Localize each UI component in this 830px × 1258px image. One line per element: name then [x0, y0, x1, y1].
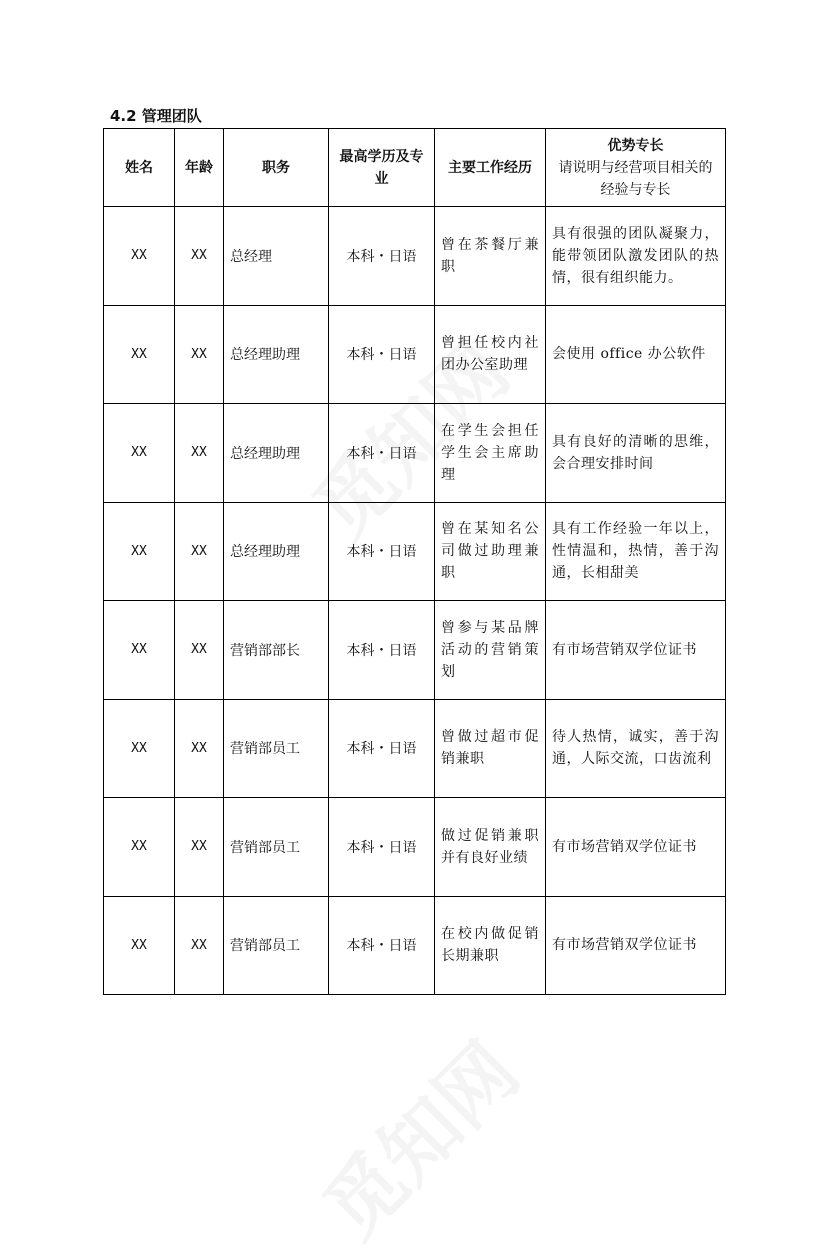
- cell-name: XX: [104, 404, 175, 503]
- cell-name: XX: [104, 601, 175, 700]
- watermark: [295, 1014, 540, 1258]
- table-row: [104, 699, 726, 798]
- table-row: [104, 601, 726, 700]
- header-advantage-sub: 请说明与经营项目相关的经验与专长: [558, 159, 713, 198]
- cell-advantage: 有市场营销双学位证书: [546, 896, 726, 995]
- cell-education: 本科・日语: [329, 699, 435, 798]
- cell-experience: 做过促销兼职并有良好业绩: [435, 798, 546, 897]
- cell-experience: 曾在某知名公司做过助理兼职: [435, 502, 546, 601]
- cell-position: 营销部员工: [224, 896, 329, 995]
- cell-advantage: 具有工作经验一年以上，性情温和，热情，善于沟通，长相甜美: [546, 502, 726, 601]
- cell-position: 营销部员工: [224, 699, 329, 798]
- cell-advantage: 具有良好的清晰的思维，会合理安排时间: [546, 404, 726, 503]
- cell-age: XX: [175, 896, 224, 995]
- table-row: [104, 305, 726, 404]
- cell-education: 本科・日语: [329, 896, 435, 995]
- cell-age: XX: [175, 601, 224, 700]
- table-row: [104, 404, 726, 503]
- cell-name: XX: [104, 305, 175, 404]
- header-age: 年龄: [175, 129, 224, 207]
- table-row: [104, 207, 726, 306]
- cell-advantage: 有市场营销双学位证书: [546, 601, 726, 700]
- header-name: 姓名: [104, 129, 175, 207]
- cell-education: 本科・日语: [329, 502, 435, 601]
- cell-position: 总经理: [224, 207, 329, 306]
- cell-position: 总经理助理: [224, 404, 329, 503]
- header-experience: 主要工作经历: [435, 129, 546, 207]
- header-advantage: [546, 129, 726, 207]
- header-position: 职务: [224, 129, 329, 207]
- cell-advantage: 会使用 office 办公软件: [546, 305, 726, 404]
- cell-age: XX: [175, 699, 224, 798]
- cell-advantage: 具有很强的团队凝聚力，能带领团队激发团队的热情，很有组织能力。: [546, 207, 726, 306]
- cell-age: XX: [175, 207, 224, 306]
- cell-position: 总经理助理: [224, 502, 329, 601]
- table-row: [104, 896, 726, 995]
- cell-education: 本科・日语: [329, 601, 435, 700]
- header-advantage-title: 优势专长: [607, 137, 664, 154]
- cell-position: 营销部员工: [224, 798, 329, 897]
- cell-name: XX: [104, 699, 175, 798]
- table-row: [104, 798, 726, 897]
- cell-experience: 在校内做促销长期兼职: [435, 896, 546, 995]
- header-education: 最高学历及专业: [329, 129, 435, 207]
- cell-advantage: 有市场营销双学位证书: [546, 798, 726, 897]
- table-header-row: [104, 129, 726, 207]
- cell-age: XX: [175, 798, 224, 897]
- cell-name: XX: [104, 896, 175, 995]
- cell-age: XX: [175, 404, 224, 503]
- cell-education: 本科・日语: [329, 404, 435, 503]
- cell-name: XX: [104, 207, 175, 306]
- cell-education: 本科・日语: [329, 798, 435, 897]
- cell-position: 总经理助理: [224, 305, 329, 404]
- cell-experience: 曾担任校内社团办公室助理: [435, 305, 546, 404]
- cell-name: XX: [104, 798, 175, 897]
- cell-experience: 曾在茶餐厅兼职: [435, 207, 546, 306]
- cell-experience: 曾参与某品牌活动的营销策划: [435, 601, 546, 700]
- cell-education: 本科・日语: [329, 305, 435, 404]
- cell-name: XX: [104, 502, 175, 601]
- section-title: 4.2 管理团队: [110, 107, 202, 125]
- cell-position: 营销部部长: [224, 601, 329, 700]
- cell-age: XX: [175, 502, 224, 601]
- management-team-table: [103, 128, 726, 995]
- cell-experience: 在学生会担任学生会主席助理: [435, 404, 546, 503]
- table-row: [104, 502, 726, 601]
- cell-age: XX: [175, 305, 224, 404]
- cell-experience: 曾做过超市促销兼职: [435, 699, 546, 798]
- cell-advantage: 待人热情，诚实，善于沟通，人际交流，口齿流利: [546, 699, 726, 798]
- cell-education: 本科・日语: [329, 207, 435, 306]
